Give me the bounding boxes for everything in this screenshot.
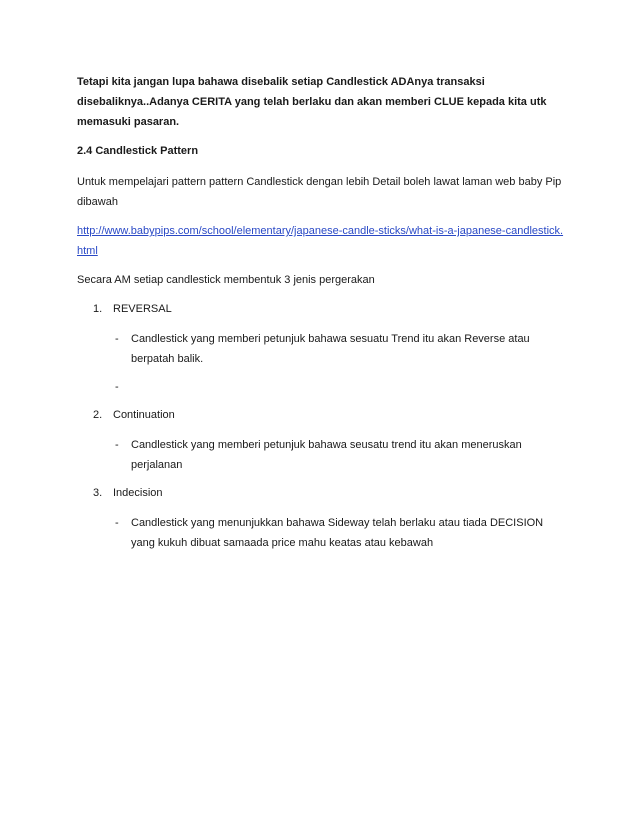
- list-item-title: REVERSAL: [113, 303, 172, 315]
- sub-item-text: Candlestick yang memberi petunjuk bahawa seusatu trend itu akan meneruskan perjalanan: [131, 439, 522, 471]
- sub-item-text: Candlestick yang memberi petunjuk bahawa sesuatu Trend itu akan Reverse atau berpatah balik.: [131, 333, 530, 365]
- list-item-indecision: [77, 483, 567, 503]
- sub-list-continuation: [77, 435, 567, 475]
- dash-bullet: -: [115, 381, 119, 393]
- list-item-reversal: [77, 299, 567, 319]
- list-item-continuation: [77, 405, 567, 425]
- list-number: 1.: [93, 303, 103, 315]
- sub-item-text: Candlestick yang menunjukkan bahawa Sideway telah berlaku atau tiada DECISION yang kukuh dibuat samaada price mahu keatas atau kebawah: [131, 517, 544, 549]
- babypips-link[interactable]: http://www.babypips.com/school/elementary/japanese-candle-sticks/what-is-a-japanese-candlestick.html: [77, 225, 564, 257]
- list-number: 3.: [93, 487, 103, 499]
- sub-list-item-empty: [77, 377, 567, 397]
- sub-list-reversal: [77, 329, 567, 397]
- list-number: 2.: [93, 409, 103, 421]
- intro-paragraph: Tetapi kita jangan lupa bahawa disebalik setiap Candlestick ADAnya transaksi disebaliknya..Adanya CERITA yang telah berlaku dan akan memberi CLUE kepada kita utk memasuki pasaran.: [77, 76, 547, 128]
- paragraph-babypips: Untuk mempelajari pattern pattern Candlestick dengan lebih Detail boleh lawat laman web baby Pip dibawah: [77, 176, 562, 208]
- list-item-title: Indecision: [113, 487, 163, 499]
- dash-bullet: -: [115, 439, 119, 451]
- sub-list-indecision: [77, 513, 567, 553]
- sub-list-item: [77, 435, 567, 475]
- paragraph-movements: Secara AM setiap candlestick membentuk 3 jenis pergerakan: [77, 274, 375, 286]
- document-body: [77, 72, 567, 561]
- section-heading: 2.4 Candlestick Pattern: [77, 145, 199, 157]
- sub-list-item: [77, 513, 567, 553]
- list-item-title: Continuation: [113, 409, 175, 421]
- movement-list: [77, 299, 567, 553]
- dash-bullet: -: [115, 333, 119, 345]
- dash-bullet: -: [115, 517, 119, 529]
- sub-list-item: [77, 329, 567, 369]
- link-paragraph: [77, 221, 567, 261]
